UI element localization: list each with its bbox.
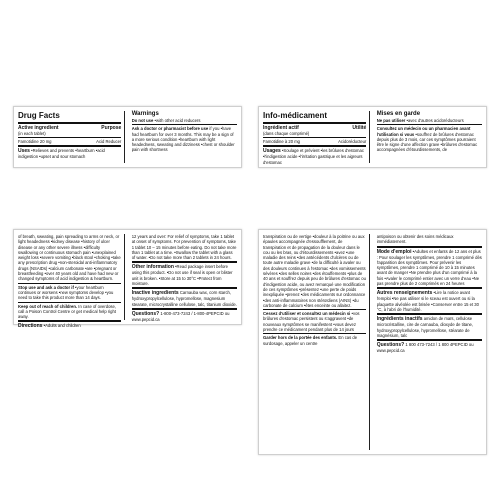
- directions-continued-text: 12 years and over: For relief of symptoms, take 1 tablet at onset of symptoms. For prevention of symptoms, take 1 tablet 10 – 15 minutes before eating. Do not take more than 1 tablet at a time. •Swallow the tablet with a glass of water. •Do not take more than 2 tablets in 24 hours.: [131, 234, 237, 261]
- ingredient-purpose-fr: Acidoréducteur: [338, 139, 367, 144]
- keep-out-text: In case of overdose, call a Poison Control Centre or get medical help right away.: [18, 303, 116, 320]
- other-information-text: •Read package insert before using this product. •Do not use if seal is open or blister unit is broken. •Store at 15 to 30°C •Protect from moisture.: [131, 264, 233, 287]
- autres-renseignements-text: •Lire la notice avant l'emploi •Ne pas utiliser si le sceau est ouvert ou si la plaquette alvéolée est brisée •Conserver entre 15 et 30 °C, à l'abri de l'humidité.: [376, 290, 479, 312]
- garder-hors-text: En cas de surdosage, appeler un centre: [263, 335, 358, 346]
- do-not-use-text: •with other acid reducers: [154, 118, 201, 123]
- ask-doctor-text: if you •have had heartburn for over 3 months. This may be a sign of a more serious condition •heartburn with light headedness, sweating and dizziness •chest or shoulder pain with shortness: [131, 126, 235, 153]
- directions-label: Directions: [18, 323, 43, 330]
- consultez-text: •souffrez de brûlures d'estomac depuis plus de 3 mois, car ces symptômes pourraient être le signe d'une affection grave •brûlures d'estomac accompagnées d'étourdissements, de: [376, 131, 478, 153]
- autres-renseignements-label: Autres renseignements: [376, 290, 433, 297]
- fr-continued-left-column: [263, 234, 370, 450]
- info-medicament-panel-fr-continued: [258, 229, 487, 455]
- cessez-text: •vos brûlures d'estomac persistent ou s'aggravent •de nouveaux symptômes se manifestent •vous devez prendre ce médicament pendant plus de 14 jours: [263, 311, 360, 333]
- warnings-column: [130, 111, 237, 163]
- utilite-header: Utilité: [352, 125, 367, 131]
- continued-left-column: [18, 234, 125, 330]
- inactive-ingredients-text: Carnauba wax, corn starch, hydroxypropylcellulose, hypromellose, magnesium stearate, microcrystalline cellulose, talc, titanium dioxide.: [131, 290, 237, 307]
- info-medicament-title: Info-médicament: [263, 111, 366, 124]
- ingredients-inactifs-text: amidon de maïs, cellulose microcristalline, cire de carnauba, dioxyde de titane, hydroxypropylcellulose, hypromellose, stéarate de magnésium, talc: [376, 316, 474, 338]
- usages-text: •Soulage et prévient •les brûlures d'estomac •l'indigestion acide •l'irritation gastrique et les aigreurs d'estomac: [263, 148, 364, 165]
- directions-text: •Adults and children: [43, 323, 81, 329]
- mises-en-garde-title: Mises en garde: [376, 111, 421, 117]
- active-ingredient-header: Active ingredient: [18, 125, 59, 131]
- purpose-header: Purpose: [101, 125, 122, 131]
- questions-fr-label: Questions?: [376, 342, 405, 349]
- ingredient-name-fr: Famotidine à 20 mg: [263, 139, 301, 144]
- warnings-continued-text: of breath, sweating, pain spreading to arms or neck, or light headedness •kidney disease •history of ulcer disease or any other severe illness •difficulty swallowing or continuous stomach pain •unexplained weight loss •severe vomiting •black stool •choking •take any prescription drug •non-steroidal anti-inflammatory drugs (NSAIDs) •calcium carbonate •are •pregnant or breastfeeding •over 40 years old and have had new or changed symptoms of acid indigestion & heartburn.: [18, 234, 121, 282]
- mode-emploi-label: Mode d'emploi: [376, 248, 412, 255]
- drug-facts-title: Drug Facts: [18, 111, 121, 124]
- stop-use-label: Stop use and ask a doctor if: [18, 284, 74, 290]
- usages-label: Usages: [263, 148, 281, 155]
- ne-pas-utiliser-label: Ne pas utiliser: [376, 118, 406, 123]
- ingredients-inactifs-label: Ingrédients inactifs: [376, 316, 423, 323]
- garder-hors-label: Garder hors de la portée des enfants.: [263, 335, 338, 341]
- ingredient-name: Famotidine 20 mg: [18, 139, 52, 144]
- stop-use-text: •your heartburn continues or worsens •new symptoms develop •you need to take this product more than 14 days.: [18, 284, 114, 301]
- ingredient-actif-header: Ingrédient actif: [263, 125, 299, 131]
- inactive-ingredients-label: Inactive ingredients: [131, 290, 179, 297]
- uses-label: Uses: [18, 148, 30, 155]
- keep-out-label: Keep out of reach of children.: [18, 303, 78, 309]
- fr-continued-right-column: [375, 234, 482, 450]
- questions-text: 1-800-473-7243 / 1-800-4PEPCID ou www.pepcid.ca: [131, 310, 230, 322]
- cessez-label: Cessez d'utiliser et consultez un médecin si: [263, 311, 351, 317]
- ask-doctor-label: Ask a doctor or pharmacist before use: [131, 126, 209, 132]
- ne-pas-utiliser-text: •avec d'autres acidoréducteurs: [406, 118, 464, 123]
- uses-text: •Relieves and prevents •heartburn •acid indigestion •upset and sour stomach: [18, 148, 105, 160]
- do-not-use-label: Do not use: [131, 118, 154, 123]
- info-medicament-panel-fr-top: [258, 106, 487, 168]
- continued-right-column: [130, 234, 237, 320]
- info-medicament-left-column: [263, 111, 370, 163]
- drug-facts-left-column: [18, 111, 125, 163]
- drug-facts-panel-en-continued: [13, 229, 242, 330]
- consultez-label: Consultez un médecin ou un pharmacien avant l'utilisation si vous: [376, 126, 471, 137]
- questions-label: Questions?: [131, 310, 160, 317]
- other-information-label: Other information: [131, 264, 174, 271]
- active-ingredient-subheader: (in each tablet): [18, 131, 46, 136]
- warnings-title: Warnings: [131, 111, 159, 117]
- mode-emploi-text: •Adultes et enfants de 12 ans et plus : Pour soulager les symptômes, prendre 1 comprimé dès l'apparition des symptômes. Pour prévenir les symptômes, prendre 1 comprimé de 10 à 15 minutes avant de manger •Ne prendre plus d'un comprimé à la fois •Avaler le comprimé entier avec un verre d'eau •Ne pas prendre plus de 2 comprimés en 24 heures: [376, 248, 482, 287]
- mises-en-garde-column: [375, 111, 482, 163]
- drug-facts-panel-en-top: [13, 106, 242, 168]
- uses-section: [18, 148, 121, 159]
- antipoison-text: antipoison ou obtenir des soins médicaux immédiatement.: [376, 234, 454, 245]
- ingredient-purpose: Acid Reducer: [96, 139, 122, 144]
- ingredient-actif-subheader: (dans chaque comprimé): [263, 131, 310, 136]
- mises-en-garde-continued-text: transpiration ou de vertige •douleur à la poitrine ou aux épaules accompagnée d'essoufflement, de transpiration et de propagation de la douleur dans le cou ou les bras, ou d'étourdissements •avez •une maladie des reins •des antécédents d'ulcères ou de toute autre maladie grave •de la difficulté à avaler ou des douleurs continues à l'estomac •des vomissements sévères •des selles noires •des étouffements •plus de 40 ans et souffrez depuis peu de brûlures d'estomac ou d'indigestion acide, ou avez remarqué une modification de ces symptômes •présentez •une perte de poids inexpliquée •prenez •des médicaments sur ordonnance •des anti-inflammatoires non stéroïdiens (AINS) •du carbonate de calcium •êtes enceinte ou allaitez.: [263, 234, 366, 308]
- questions-fr-text: 1 800 473-7243 / 1 800 4PEPCID ou www.pepcid.ca: [376, 342, 474, 354]
- usages-section: [263, 148, 366, 165]
